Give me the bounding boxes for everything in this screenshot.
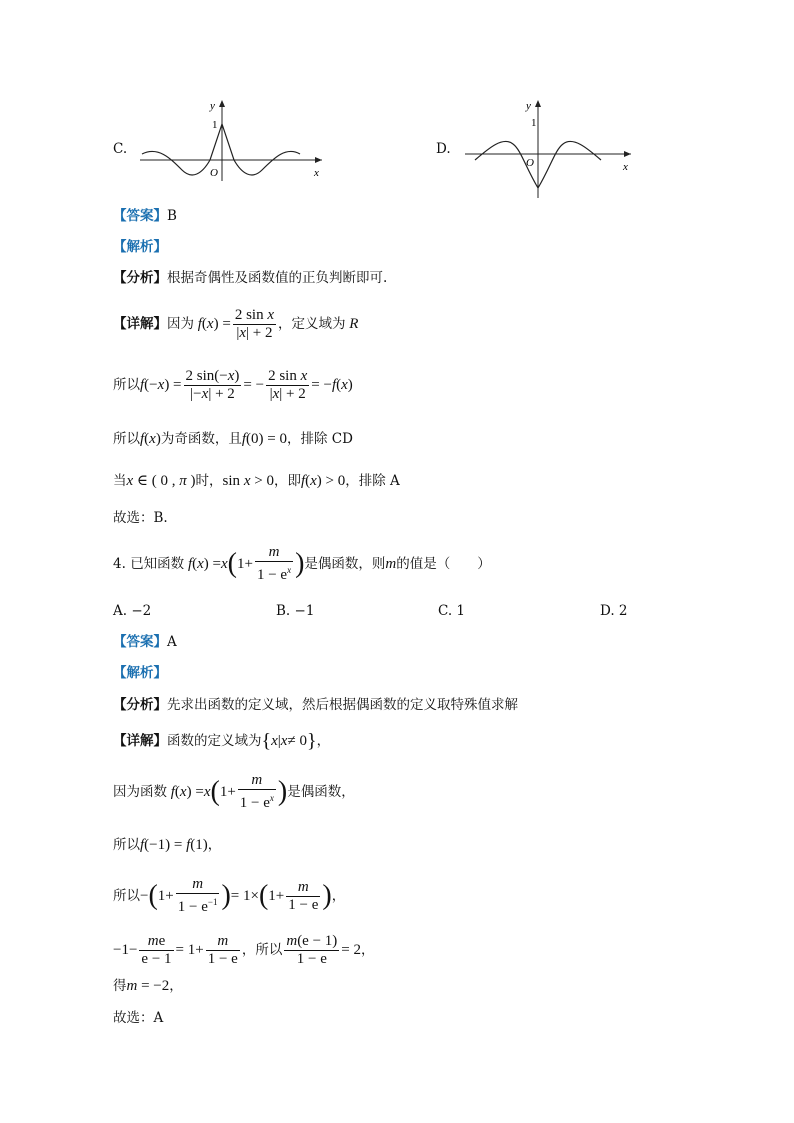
q4-even-line: 因为函数 f ( x ) = x ( 1+ $\frac{m}{1 - e^x}$ ) 是偶函数， [113, 772, 355, 811]
q3-fenxi: 【分析】根据奇偶性及函数值的正负判断即可. [113, 270, 388, 286]
q4-result: 得m = −2， [113, 978, 183, 994]
q3-choice: 故选：B. [113, 510, 168, 526]
graph-d-x-label: x [623, 161, 628, 173]
graph-d-one-label: 1 [531, 117, 537, 129]
q4-option-a: A. −2 [113, 603, 152, 619]
q4-domain-line: 【详解】 函数的定义域为 { x | x ≠ 0 } ， [113, 730, 331, 752]
graph-c-y-label: y [210, 100, 215, 112]
q4-option-d: D. 2 [600, 603, 628, 619]
q3-positive-line: 当x ∈ ( 0 , π )时，sin x > 0，即f(x) > 0，排除 A [113, 473, 400, 489]
q4-equation-line: 所以 − ( 1+ $\frac{m}{1 - e^{-1}}$ ) = 1× ( 1+ $\frac{m}{1 - e}$ ) ， [113, 876, 346, 915]
graph-c-one-label: 1 [212, 119, 218, 131]
graph-d-origin-label: O [526, 157, 534, 169]
q4-jiexi: 【解析】 [113, 665, 167, 681]
option-d-label: D. [436, 141, 451, 157]
q3-formula-fraction: $\frac{\text{2 sin x}}{|x| + 2}$ [234, 306, 274, 341]
q3-answer: 【答案】B [113, 208, 177, 224]
q4-answer: 【答案】A [113, 634, 177, 650]
q4-option-c: C. 1 [438, 603, 466, 619]
graph-c-x-label: x [314, 167, 319, 179]
q4-special-value: 所以f(−1) = f(1)， [113, 837, 222, 853]
graph-d [455, 96, 640, 202]
q4-stem: 4. 已知函数 f ( x ) = x ( 1+ $\frac{m}{1 - e^x}$ ) 是偶函数，则 m 的值是（ ） [113, 544, 491, 583]
option-c-label: C. [113, 141, 128, 157]
graph-c [130, 96, 330, 181]
graph-c-origin-label: O [210, 167, 218, 179]
q4-fenxi: 【分析】先求出函数的定义域，然后根据偶函数的定义取特殊值求解 [113, 697, 518, 713]
q3-jiexi: 【解析】 [113, 239, 167, 255]
q3-odd-derivation: 所以 f (− x ) = $\frac{2 \sin(-x)}{|-x| + 2}$ = − $\frac{\text{2 sin x}}{|x| + 2}$ = − f ( x ) [113, 367, 353, 402]
q3-odd-line: 所以f(x)为奇函数，且f(0) = 0，排除 CD [113, 431, 353, 447]
q4-option-b: B. −1 [276, 603, 315, 619]
graph-d-y-label: y [526, 100, 531, 112]
q3-detail-line: 【详解】 因为 f ( x ) = $\frac{\text{2 sin x}}{|x| + 2}$ ，定义域为 R [113, 306, 359, 341]
q4-choice: 故选：A [113, 1010, 164, 1026]
q4-simplify-line: −1− $\frac{me}{e - 1}$ = 1+ $\frac{m}{1 - e}$ ，所以 $\frac{m(e - 1)}{1 - e}$ = 2 ， [113, 932, 375, 967]
